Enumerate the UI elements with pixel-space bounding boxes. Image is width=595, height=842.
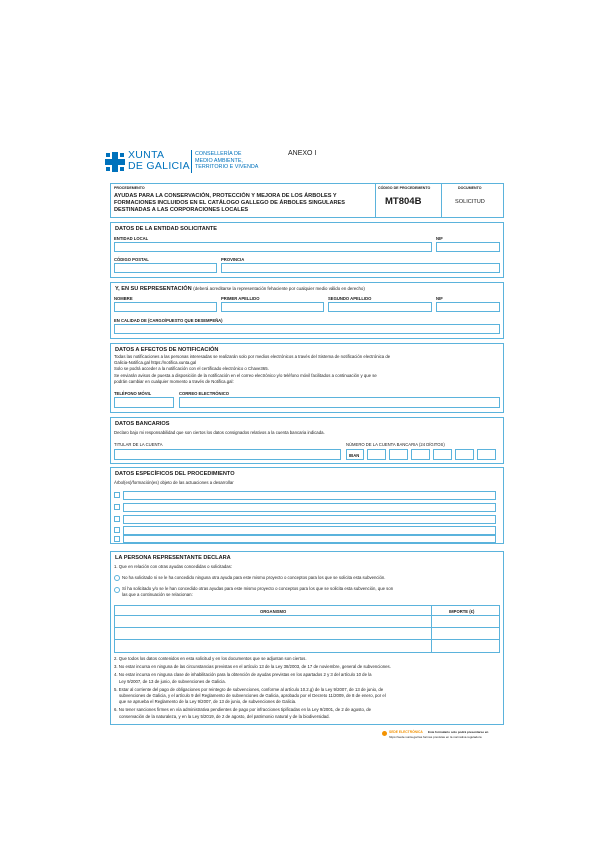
notification-text	[114, 354, 502, 385]
tree-checkbox-2[interactable]	[114, 504, 120, 510]
province-field[interactable]	[221, 263, 500, 273]
brand-line1: XUNTA	[128, 149, 165, 161]
brand-name	[128, 150, 190, 172]
notification-line5: podrán cambiar en cualquier momento a través de Notifica.gal:	[114, 378, 234, 384]
procedure-code: MT804B	[385, 196, 422, 207]
sede-label: SEDE ELECTRÓNICA	[389, 730, 423, 734]
table-row[interactable]	[115, 628, 499, 640]
no-other-aid-text: No ha solicitado ni se le ha concedido ninguna otra ayuda para este mismo proyecto o conceptos para los que se solicita esta subvención.	[122, 575, 386, 580]
declaration-item-1: 1. Que en relación con otras ayudas concedidas o solicitadas:	[114, 564, 232, 569]
representation-title: Y, EN SU REPRESENTACIÓN	[115, 286, 192, 292]
xunta-logo-icon	[103, 150, 127, 174]
document-value: SOLICITUD	[455, 199, 485, 205]
declaration-item-6-line2: conservación de la naturaleza, y en la Ley 5/2019, de 2 de agosto, del patrimonio natural y de la biodiversidad.	[119, 713, 330, 719]
procedure-title-line1: AYUDAS PARA LA CONSERVACIÓN, PROTECCIÓN Y MEJORA DE LOS ÁRBOLES Y	[114, 193, 337, 199]
applicant-title: DATOS DE LA ENTIDAD SOLICITANTE	[115, 226, 218, 232]
iban-check-field[interactable]	[367, 449, 386, 460]
declaration-item-4-line2: Ley 9/2007, de 13 de junio, de subvenciones de Galicia.	[119, 678, 226, 684]
other-aid-line1: Sí ha solicitado y/o se le han concedido otras ayudas para este mismo proyecto o conceptos para los que se solicita esta subvención, que son	[122, 586, 394, 591]
conselleria-line3: TERRITORIO E VIVENDA	[195, 164, 259, 171]
account-group-1[interactable]	[389, 449, 408, 460]
surname1-field[interactable]	[221, 302, 324, 312]
representation-section	[110, 282, 504, 339]
holder-field[interactable]	[114, 449, 341, 460]
bank-section	[110, 417, 504, 464]
procedure-label: PROCEDEMENTO	[114, 186, 145, 190]
email-label: CORREO ELECTRÓNICO	[179, 391, 230, 396]
declaration-item-2: 2. Que todos los datos contenidos en esta solicitud y en los documentos que se adjuntan son ciertos.	[114, 656, 307, 661]
position-field[interactable]	[114, 324, 500, 334]
declaration-item-4-line1: 4. No estar incursa en ninguna clase de inhabilitación para la obtención de ayudas previstas en los apartados 2 y 3 del artículo 10 de la	[114, 672, 372, 678]
representative-nif-field[interactable]	[436, 302, 500, 312]
tree-field-5[interactable]	[123, 535, 496, 543]
tree-field-1[interactable]	[123, 491, 496, 500]
brand-line2: DE GALICIA	[128, 160, 190, 172]
declaration-item-6-line1: 6. No tener sanciones firmes en vía administrativa pendientes de pago por infracciones tipificadas en la Ley 9/2001, de 2 de agosto, de	[114, 707, 372, 713]
table-row[interactable]	[115, 640, 499, 653]
col-organism: ORGANISMO	[260, 609, 287, 614]
declaration-item-3: 3. No estar incursa en ninguna de las circunstancias previstas en el artículo 13 de la Ley 38/2003, de 17 de noviembre, general de subvenciones.	[114, 664, 391, 670]
iban-label: IBAN	[349, 453, 360, 458]
col-amount: IMPORTE (€)	[449, 609, 475, 614]
procedure-title	[114, 193, 374, 214]
specific-section	[110, 467, 504, 544]
notification-section	[110, 343, 504, 413]
account-group-2[interactable]	[411, 449, 430, 460]
procedure-box	[110, 183, 504, 218]
xunta-logo	[103, 150, 127, 174]
notification-title: DATOS A EFECTOS DE NOTIFICACIÓN	[115, 347, 219, 353]
declaration-item-5-line1: 5. Estar al corriente del pago de obligaciones por reintegro de subvenciones, conforme al artículo 10.2.g) de la Ley 9/2007, de 13 de junio, de	[114, 686, 384, 692]
declaration-title: LA PERSONA REPRESENTANTE DECLARA	[115, 555, 231, 561]
tree-checkbox-4[interactable]	[114, 527, 120, 533]
tree-field-2[interactable]	[123, 503, 496, 512]
conselleria-name	[195, 151, 258, 171]
applicant-nif-label: NIF	[436, 236, 443, 241]
specific-title: DATOS ESPECÍFICOS DEL PROCEDIMIENTO	[115, 471, 235, 477]
province-label: PROVINCIA	[221, 257, 245, 262]
aid-table-header	[115, 606, 499, 616]
postal-field[interactable]	[114, 263, 217, 273]
declaration-item-5-line2: subvenciones de Galicia, y el artículo 9 del Reglamento de subvenciones de Galicia, aprobado por el Decreto 11/2009, de 8 de enero, por el	[119, 693, 386, 699]
postal-label: CÓDIGO POSTAL	[114, 257, 149, 262]
footer-note-line1: Este formulario solo podrá presentarse en	[428, 730, 489, 734]
procedure-title-line3: DESTINADAS A LAS CORPORACIONES LOCALES	[114, 207, 249, 213]
account-group-4[interactable]	[455, 449, 474, 460]
notification-line4: Se enviarán avisos de puesta a disposición de la notificación en el correo electrónico y/o teléfono móvil facilitados a continuación y que se	[114, 372, 377, 378]
holder-label: TITULAR DE LA CUENTA	[114, 442, 163, 447]
notification-line3: Solo se podrá acceder a la notificación con el certificado electrónico o Chave365.	[114, 366, 269, 372]
notification-line1: Todas las notificaciones a las personas interesadas se realizarán solo por medios electrónicos a través del Sistema de notificación electrónica de	[114, 354, 391, 359]
no-other-aid-radio[interactable]	[114, 575, 120, 581]
brand-divider	[191, 150, 192, 173]
email-field[interactable]	[179, 397, 500, 408]
conselleria-line2: MEDIO AMBIENTE,	[195, 157, 243, 164]
other-aid-text	[122, 586, 393, 598]
representation-heading	[115, 286, 365, 292]
surname1-label: PRIMER APELLIDO	[221, 296, 260, 301]
conselleria-line1: CONSELLERÍA DE	[195, 151, 242, 157]
tree-checkbox-1[interactable]	[114, 492, 120, 498]
annex-title: ANEXO I	[288, 150, 317, 157]
trees-label: Árbol(es)/formación(es) objeto de las actuaciones a desarrollar	[114, 480, 234, 485]
bank-declaration: Declaro bajo mi responsabilidad que son ciertos los datos consignados relativos a la cuenta bancaria indicada.	[114, 430, 325, 435]
table-row[interactable]	[115, 616, 499, 628]
name-field[interactable]	[114, 302, 217, 312]
applicant-nif-field[interactable]	[436, 242, 500, 252]
applicant-section	[110, 222, 504, 278]
account-group-3[interactable]	[433, 449, 452, 460]
declaration-section	[110, 551, 504, 725]
declaration-item-5-line3: que se aprueba el Reglamento de la Ley 9/2007, de 13 de junio, de subvenciones de Galicia.	[119, 699, 297, 705]
tree-field-3[interactable]	[123, 515, 496, 524]
bank-title: DATOS BANCARIOS	[115, 421, 170, 427]
phone-label: TELÉFONO MÓVIL	[114, 391, 152, 396]
footer-note-line2: https://sede.xunta.gal las formas previstas en la normativa reguladora	[389, 735, 482, 739]
tree-field-4[interactable]	[123, 526, 496, 535]
surname2-field[interactable]	[328, 302, 432, 312]
phone-field[interactable]	[114, 397, 174, 408]
procedure-code-label: CÓDIGO DE PROCEDEMENTO	[378, 186, 431, 190]
account-group-5[interactable]	[477, 449, 496, 460]
entity-label: ENTIDAD LOCAL	[114, 236, 149, 241]
notification-line2: Galicia-Notifica.gal https://notifica.xunta.gal	[114, 360, 197, 366]
representation-note: (deberá acreditarse la representación fehaciente por cualquier medio válido en derecho)	[193, 286, 365, 291]
tree-checkbox-5[interactable]	[114, 536, 120, 542]
document-label: DOCUMENTO	[458, 186, 482, 190]
entity-field[interactable]	[114, 242, 432, 252]
footer-note	[382, 730, 504, 742]
representative-nif-label: NIF	[436, 296, 443, 301]
iban-label-box	[346, 449, 364, 460]
other-aid-radio[interactable]	[114, 587, 120, 593]
procedure-title-line2: FORMACIONES INCLUIDOS EN EL CATÁLOGO GALLEGO DE ÁRBOLES SINGULARES	[114, 200, 346, 206]
position-label: EN CALIDAD DE (CARGO/PUESTO QUE DESEMPEÑA)	[114, 318, 223, 323]
other-aid-line2: las que a continuación se relacionan:	[122, 592, 193, 597]
account-label: NÚMERO DE LA CUENTA BANCARIA (24 DÍGITOS)	[346, 442, 445, 447]
aid-table	[114, 605, 500, 653]
declaration-items	[114, 656, 502, 720]
surname2-label: SEGUNDO APELLIDO	[328, 296, 372, 301]
name-label: NOMBRE	[114, 296, 133, 301]
sede-icon	[382, 731, 387, 736]
tree-checkbox-3[interactable]	[114, 516, 120, 522]
